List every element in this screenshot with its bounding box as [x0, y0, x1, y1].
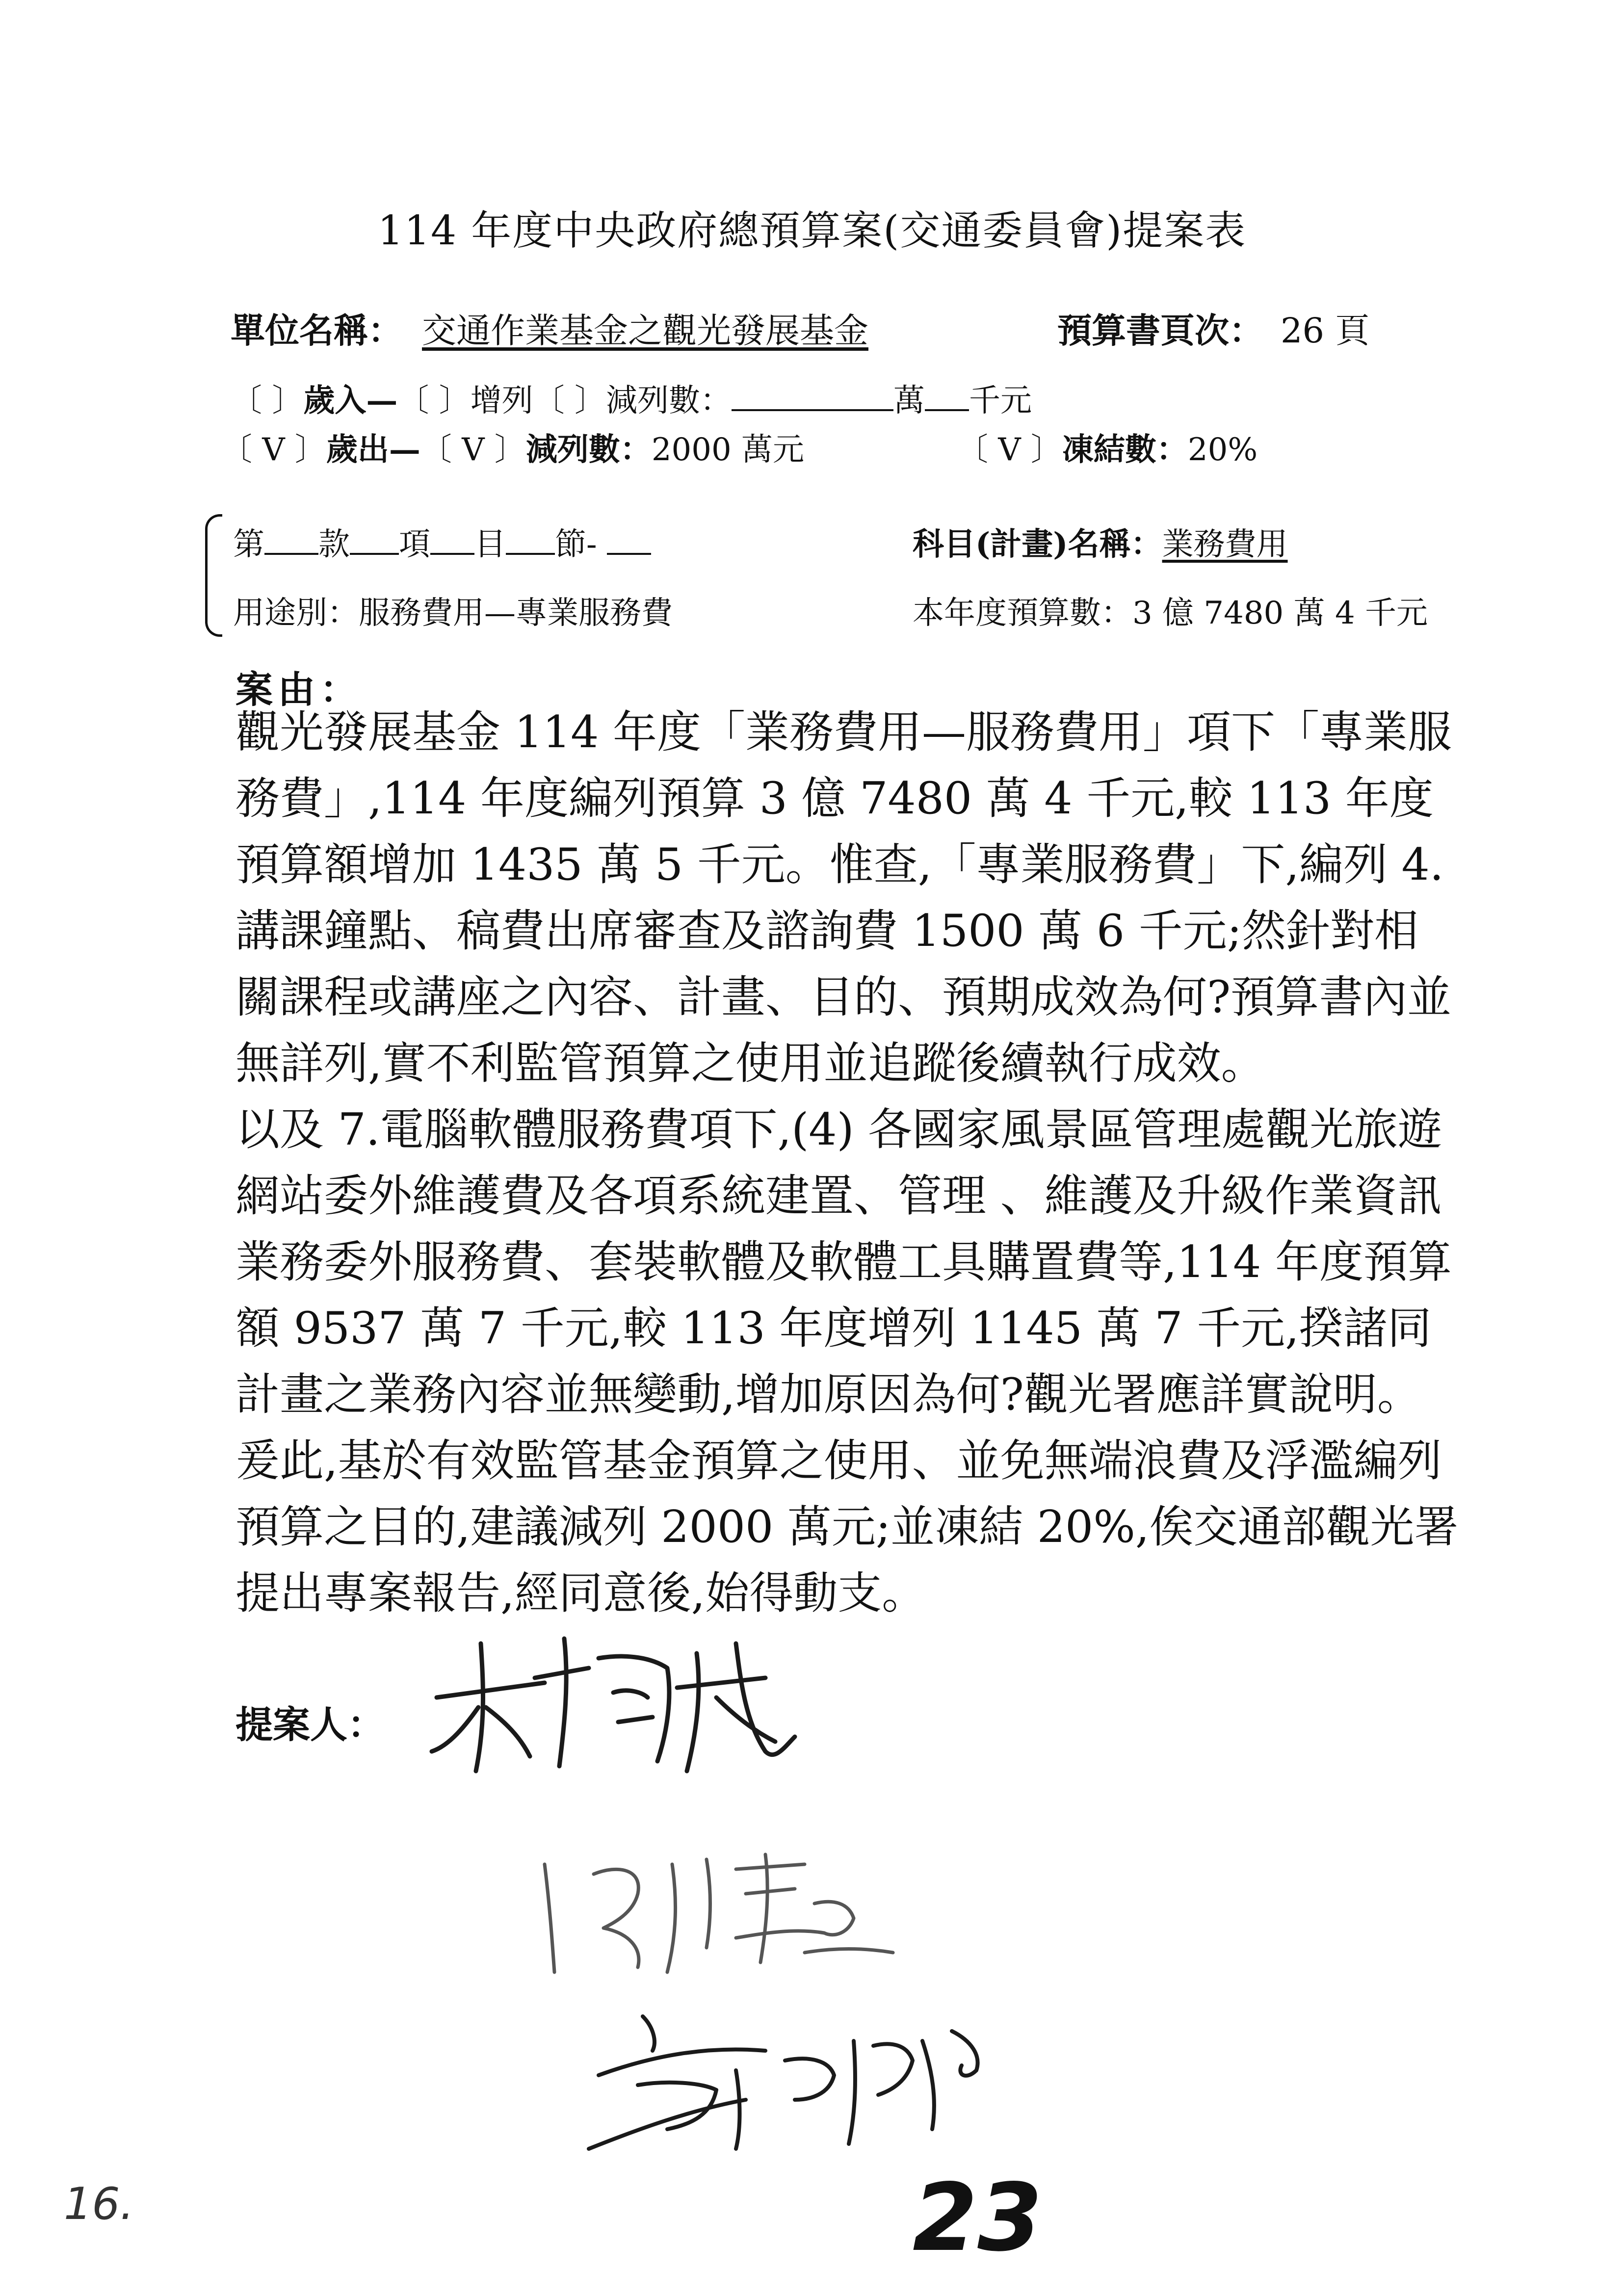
- expenditure-checkbox: 〔 V 〕: [221, 432, 326, 468]
- subject-value: 業務費用: [1162, 526, 1288, 563]
- jie-number-blank: [607, 524, 651, 555]
- signature-1: [422, 1624, 814, 1791]
- amount-blank: [732, 381, 893, 411]
- kuan-label: 款: [318, 526, 350, 563]
- freeze-line: [957, 424, 1257, 470]
- section-code-line: [233, 519, 651, 564]
- xiang-blank: [350, 524, 399, 555]
- budget-value: 3 億 7480 萬 4 千元: [1132, 595, 1428, 631]
- reason-paragraph-1: 觀光發展基金 114 年度「業務費用—服務費用」項下「專業服務費」,114 年度編列預算 3 億 7480 萬 4 千元,較 113 年度預算額增加 1435 萬 5 千元。惟查,「專業服務費」下,編列 4.講課鐘點、稿費出席審查及諮詢費 1500 萬 6 千元;然針對相關課程或講座之內容、計畫、目的、預期成效為何?預算書內並無詳列,實不利監管預算之使用並追蹤後續執行成效。: [236, 706, 1452, 1089]
- increase-label: 增列: [470, 383, 533, 419]
- page-label: 預算書頁次：: [1057, 310, 1263, 351]
- section-bracket: [205, 514, 222, 637]
- reason-paragraph-2: 以及 7.電腦軟體服務費項下,(4) 各國家風景區管理處觀光旅遊網站委外維護費及各項系統建置、管理 、維護及升級作業資訊業務委外服務費、套裝軟體及軟體工具購置費等,114 年度預算額 9537 萬 7 千元,較 113 年度增列 1145 萬 7 千元,揆諸同計畫之業務內容並無變動,增加原因為何?觀光署應詳實說明。爰此,基於有效監管基金預算之使用、並免無端浪費及浮濫編列預算之目的,建議減列 2000 萬元;並凍結 20%,俟交通部觀光署提出專案報告,經同意後,始得動支。: [236, 1104, 1459, 1619]
- freeze-label: 凍結數：: [1062, 431, 1188, 468]
- decrease-label: 減列數：: [606, 383, 732, 419]
- subject-label: 科目(計畫)名稱：: [913, 526, 1162, 563]
- unit-label: 單位名稱：: [231, 310, 402, 351]
- page-title: 114 年度中央政府總預算案(交通委員會)提案表: [377, 208, 1247, 254]
- use-value: 服務費用—專業服務費: [359, 595, 673, 631]
- unit-value: 交通作業基金之觀光發展基金: [422, 311, 868, 351]
- exp-decrease-label: 減列數：: [525, 431, 652, 468]
- jie-blank: [506, 524, 555, 555]
- qian-label: 千元: [969, 383, 1032, 419]
- qian-blank: [925, 381, 969, 411]
- jie-label: 節-: [555, 526, 597, 563]
- expenditure-label: 歲出—: [326, 431, 420, 468]
- freeze-checkbox: 〔 V 〕: [957, 432, 1062, 468]
- expenditure-line: [221, 424, 804, 470]
- proposer-label: 提案人：: [236, 1703, 385, 1747]
- revenue-label: 歲入—: [303, 382, 398, 419]
- budget-label: 本年度預算數：: [913, 595, 1132, 631]
- budget-line: [913, 588, 1428, 633]
- revenue-checkbox: 〔 〕: [231, 383, 304, 419]
- use-label: 用途別：: [233, 595, 359, 631]
- di-label: 第: [233, 526, 264, 563]
- signature-2: [530, 1835, 903, 1982]
- increase-checkbox: 〔 〕: [397, 383, 471, 419]
- freeze-value: 20%: [1187, 432, 1258, 468]
- page-value: 26 頁: [1281, 311, 1370, 351]
- wan-label: 萬: [893, 383, 925, 419]
- mu-blank: [430, 524, 474, 555]
- margin-note-bottom: 23: [913, 2164, 1043, 2272]
- decrease-checkbox: 〔 〕: [533, 383, 606, 419]
- reason-body: [236, 699, 1462, 1626]
- exp-decrease-checkbox: 〔 V 〕: [420, 432, 526, 468]
- signature-3: [579, 1997, 1021, 2159]
- mu-label: 目: [474, 526, 506, 563]
- reason-heading: 案由：: [236, 668, 362, 711]
- subject-line: [913, 519, 1288, 564]
- use-line: [233, 588, 673, 633]
- revenue-line: [231, 375, 1032, 420]
- kuan-blank: [264, 524, 318, 555]
- margin-note-left: 16.: [64, 2178, 134, 2230]
- exp-decrease-value: 2000 萬元: [651, 432, 805, 468]
- xiang-label: 項: [399, 526, 430, 563]
